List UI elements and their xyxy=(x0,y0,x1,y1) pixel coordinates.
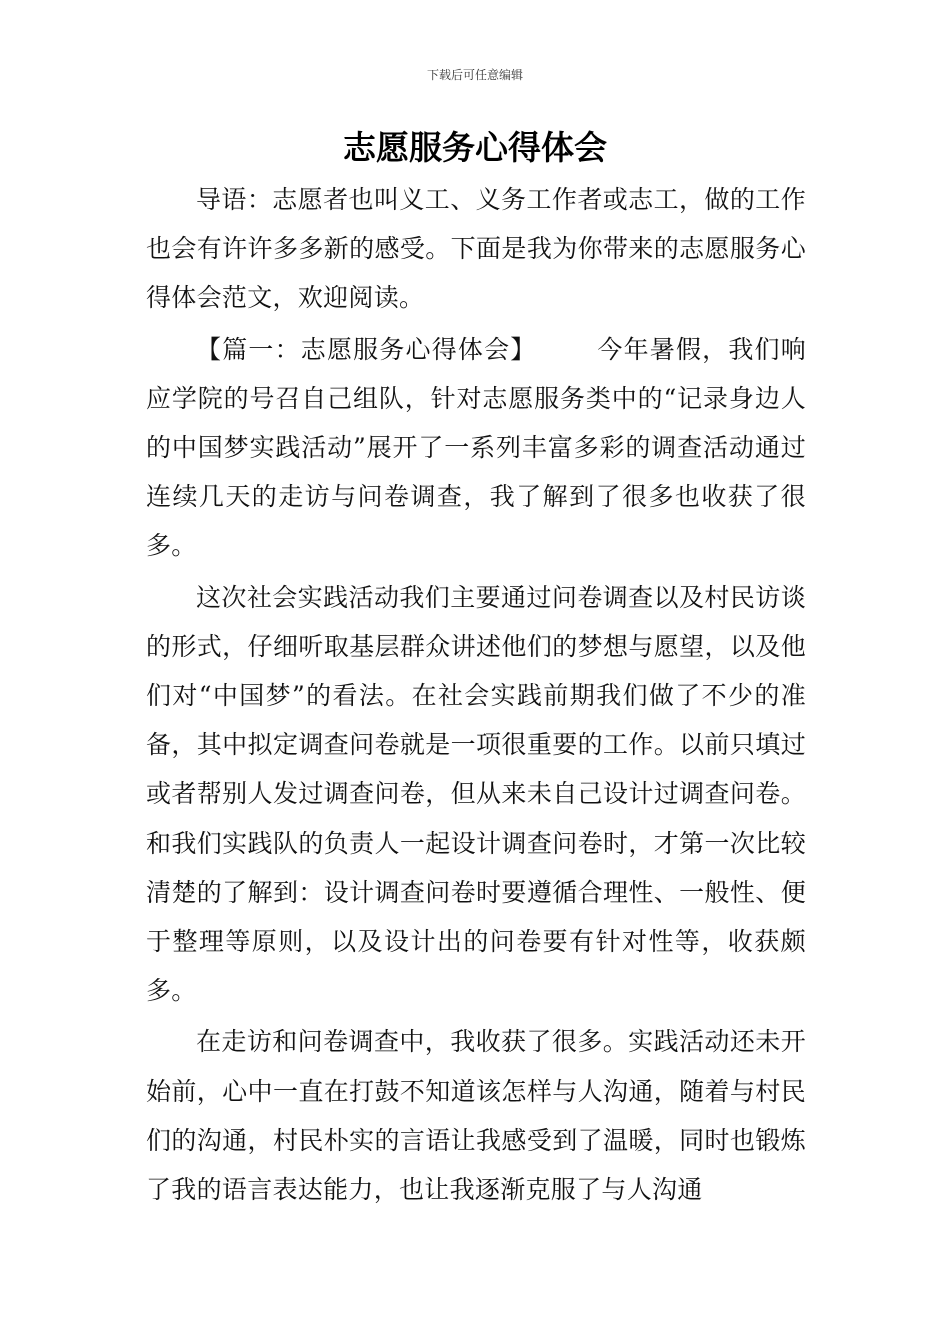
intro-paragraph: 导语：志愿者也叫义工、义务工作者或志工，做的工作也会有许许多多新的感受。下面是我为你带来的志愿服务心得体会范文，欢迎阅读。 xyxy=(146,185,806,313)
body-paragraph: 在走访和问卷调查中，我收获了很多。实践活动还未开始前，心中一直在打鼓不知道该怎样与人沟通，随着与村民们的沟通，村民朴实的言语让我感受到了温暖，同时也锻炼了我的语言表达能力，也让我逐渐克服了与人沟通 xyxy=(146,1027,806,1205)
document-body xyxy=(146,175,806,1214)
section-one-paragraph xyxy=(146,325,806,571)
header-note: 下载后可任意编辑 xyxy=(426,68,523,82)
document-title: 志愿服务心得体会 xyxy=(343,128,607,167)
section-one-text: 今年暑假，我们响应学院的号召自己组队，针对志愿服务类中的“记录身边人的中国梦实践活动”展开了一系列丰富多彩的调查活动通过连续几天的走访与问卷调查，我了解到了很多也收获了很多。 xyxy=(146,334,807,561)
body-paragraph: 这次社会实践活动我们主要通过问卷调查以及村民访谈的形式，仔细听取基层群众讲述他们的梦想与愿望，以及他们对“中国梦”的看法。在社会实践前期我们做了不少的准备，其中拟定调查问卷就是一项很重要的工作。以前只填过或者帮别人发过调查问卷，但从来未自己设计过调查问卷。和我们实践队的负责人一起设计调查问卷时，才第一次比较清楚的了解到：设计调查问卷时要遵循合理性、一般性、便于整理等原则，以及设计出的问卷要有针对性等，收获颇多。 xyxy=(146,582,806,1006)
section-heading: 【篇一：志愿服务心得体会】 xyxy=(196,334,537,364)
